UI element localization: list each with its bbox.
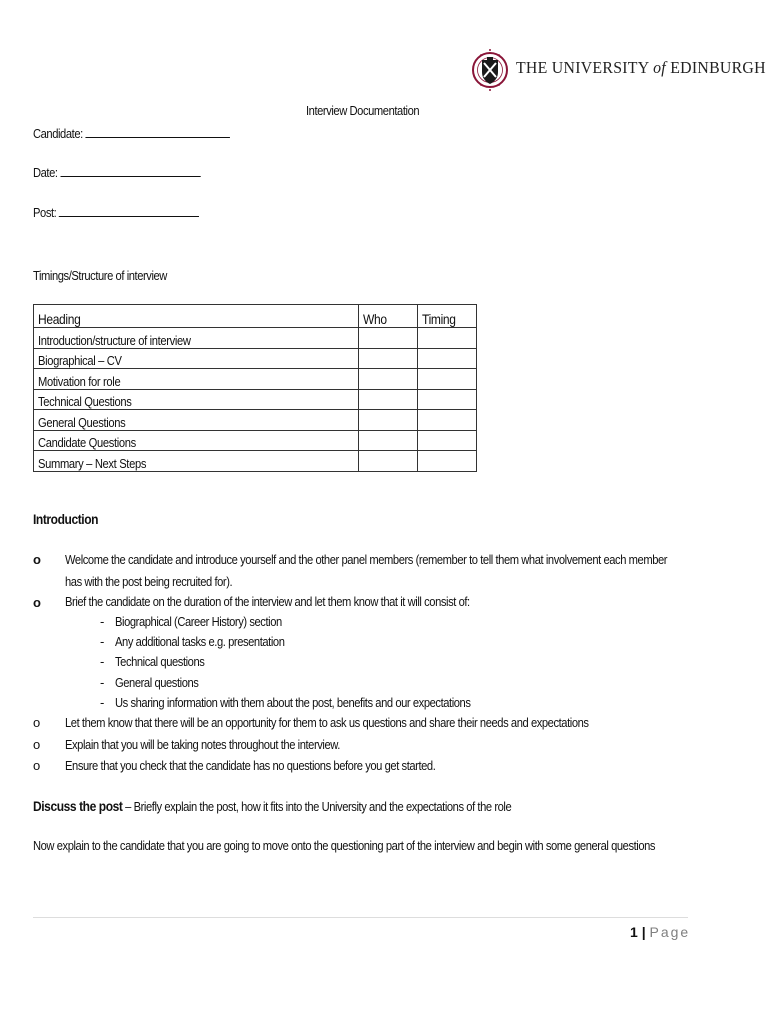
row-who-cell[interactable] xyxy=(359,451,418,472)
intro-item-1-line-2: has with the post being recruited for). xyxy=(65,574,233,589)
date-label: Date: xyxy=(33,165,58,180)
post-field[interactable] xyxy=(33,205,199,220)
header-heading: Heading xyxy=(34,305,359,328)
now-explain-paragraph: Now explain to the candidate that you are going to move onto the questioning part of the interview and begin with some general questions xyxy=(33,838,656,853)
candidate-input-line[interactable] xyxy=(85,127,229,138)
wordmark-post: EDINBURGH xyxy=(670,58,766,77)
row-timing-cell[interactable] xyxy=(418,410,477,431)
page-number xyxy=(630,924,690,940)
post-input-line[interactable] xyxy=(59,206,199,217)
candidate-field[interactable] xyxy=(33,126,230,141)
intro-item-1-line-1: Welcome the candidate and introduce yourself and the other panel members (remember to tell them what involvement each member xyxy=(65,552,668,567)
intro-item-3: Let them know that there will be an opportunity for them to ask us questions and share their needs and expectations xyxy=(65,715,589,730)
header-who: Who xyxy=(359,305,418,328)
candidate-label: Candidate: xyxy=(33,126,83,141)
row-timing-cell[interactable] xyxy=(418,328,477,349)
table-row xyxy=(34,451,477,472)
page-word: Page xyxy=(649,924,691,940)
post-label: Post: xyxy=(33,205,57,220)
sub-item-marker: - xyxy=(100,634,105,649)
table-row xyxy=(34,348,477,369)
table-header-row xyxy=(34,305,477,328)
row-heading: Candidate Questions xyxy=(34,430,359,451)
sub-item: General questions xyxy=(115,675,199,690)
bullet-marker: o xyxy=(33,758,41,773)
sub-item-marker: - xyxy=(100,675,105,690)
row-who-cell[interactable] xyxy=(359,369,418,390)
row-who-cell[interactable] xyxy=(359,410,418,431)
table-row xyxy=(34,430,477,451)
intro-item-2: Brief the candidate on the duration of the interview and let them know that it will consist of: xyxy=(65,594,470,609)
row-heading: Biographical – CV xyxy=(34,348,359,369)
university-crest-logo xyxy=(472,38,508,102)
row-timing-cell[interactable] xyxy=(418,389,477,410)
intro-item-5: Ensure that you check that the candidate has no questions before you get started. xyxy=(65,758,436,773)
bullet-marker: o xyxy=(33,595,41,610)
bullet-marker: o xyxy=(33,552,41,567)
intro-item-4: Explain that you will be taking notes throughout the interview. xyxy=(65,737,340,752)
date-input-line[interactable] xyxy=(60,166,200,177)
wordmark-pre: THE UNIVERSITY xyxy=(516,58,649,77)
timings-table xyxy=(33,304,477,472)
discuss-post-paragraph xyxy=(33,798,511,814)
row-heading: Introduction/structure of interview xyxy=(34,328,359,349)
row-timing-cell[interactable] xyxy=(418,451,477,472)
bullet-marker: o xyxy=(33,715,41,730)
wordmark-of: of xyxy=(653,58,666,77)
row-heading: Motivation for role xyxy=(34,369,359,390)
row-who-cell[interactable] xyxy=(359,348,418,369)
table-row xyxy=(34,410,477,431)
row-who-cell[interactable] xyxy=(359,389,418,410)
row-heading: Technical Questions xyxy=(34,389,359,410)
row-who-cell[interactable] xyxy=(359,430,418,451)
footer-divider xyxy=(33,917,688,918)
header-timing: Timing xyxy=(418,305,477,328)
row-heading: Summary – Next Steps xyxy=(34,451,359,472)
sub-item-marker: - xyxy=(100,614,105,629)
sub-item: Biographical (Career History) section xyxy=(115,614,282,629)
row-timing-cell[interactable] xyxy=(418,430,477,451)
sub-item: Us sharing information with them about the post, benefits and our expectations xyxy=(115,695,471,710)
page-number-value: 1 xyxy=(630,924,638,940)
discuss-post-text: – Briefly explain the post, how it fits into the University and the expectations of the role xyxy=(122,799,512,814)
row-who-cell[interactable] xyxy=(359,328,418,349)
university-wordmark xyxy=(516,58,766,78)
page-number-separator: | xyxy=(641,924,646,940)
sub-item-marker: - xyxy=(100,695,105,710)
introduction-heading: Introduction xyxy=(33,511,99,527)
row-heading: General Questions xyxy=(34,410,359,431)
sub-item: Technical questions xyxy=(115,654,205,669)
bullet-marker: o xyxy=(33,737,41,752)
table-row xyxy=(34,328,477,349)
sub-item: Any additional tasks e.g. presentation xyxy=(115,634,285,649)
sub-item-marker: - xyxy=(100,654,105,669)
timings-heading: Timings/Structure of interview xyxy=(33,268,167,283)
discuss-post-label: Discuss the post xyxy=(33,798,123,814)
date-field[interactable] xyxy=(33,165,200,180)
table-row xyxy=(34,369,477,390)
row-timing-cell[interactable] xyxy=(418,348,477,369)
row-timing-cell[interactable] xyxy=(418,369,477,390)
document-title: Interview Documentation xyxy=(306,103,420,118)
table-row xyxy=(34,389,477,410)
